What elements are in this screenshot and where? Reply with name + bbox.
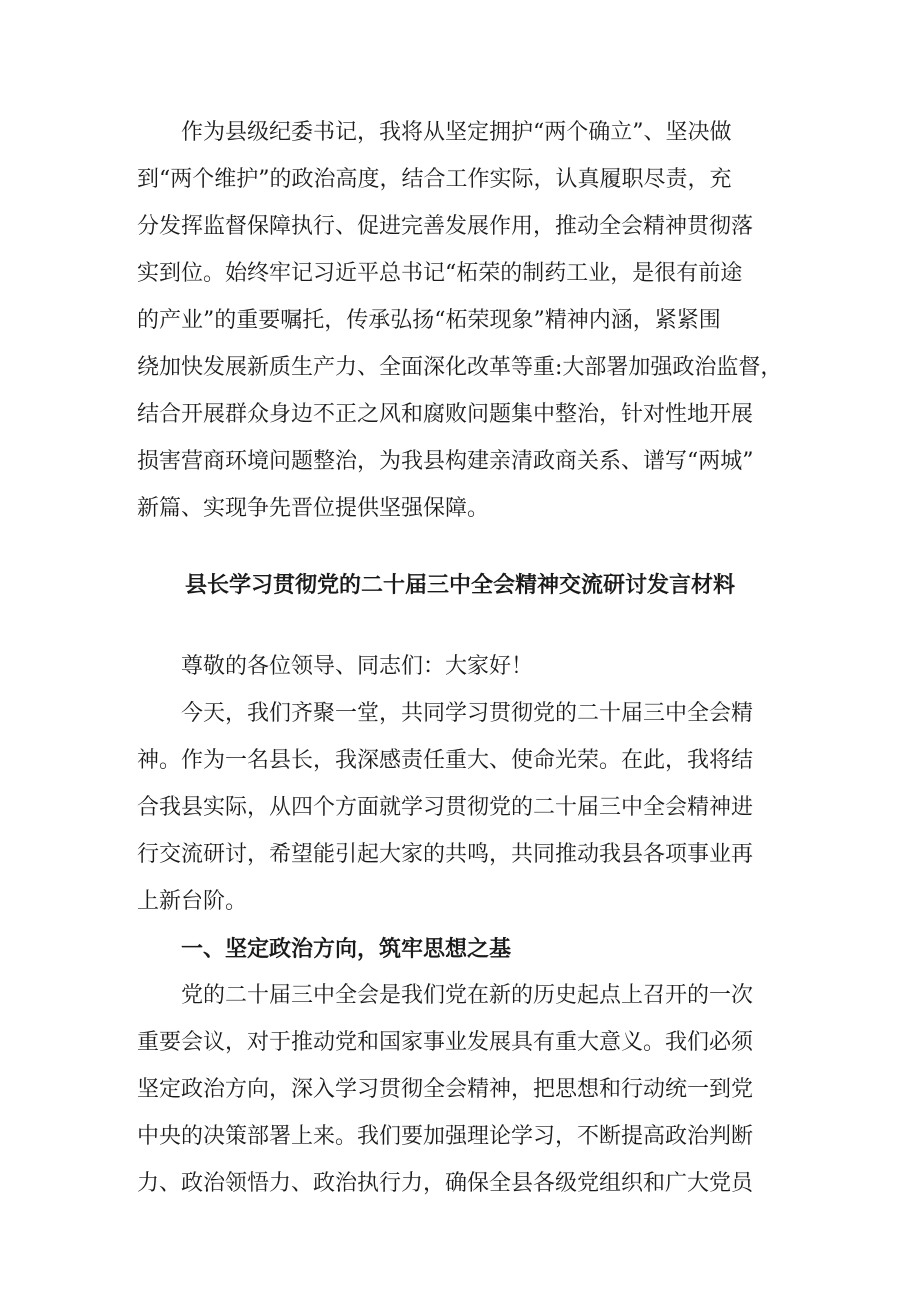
paragraph-line: 党的二十届三中全会是我们党在新的历史起点上召开的一次 bbox=[181, 983, 754, 1008]
paragraph-line: 坚定政治方向，深入学习贯彻全会精神，把思想和行动统一到党 bbox=[137, 1077, 754, 1102]
paragraph-line: 作为县级纪委书记，我将从坚定拥护“两个确立”、坚决做 bbox=[181, 120, 732, 145]
paragraph-line: 重要会议，对于推动党和国家事业发展具有重大意义。我们必须 bbox=[137, 1030, 754, 1055]
greeting: 尊敬的各位领导、同志们：大家好！ bbox=[181, 654, 534, 679]
paragraph-line: 行交流研讨，希望能引起大家的共鸣，共同推动我县各项事业再 bbox=[137, 842, 754, 867]
article-title: 县长学习贯彻党的二十届三中全会精神交流研讨发言材料 bbox=[184, 572, 735, 598]
paragraph-line: 神。作为一名县长，我深感责任重大、使命光荣。在此，我将结 bbox=[137, 748, 754, 773]
paragraph-line: 力、政治领悟力、政治执行力，确保全县各级党组织和广大党员 bbox=[137, 1171, 754, 1196]
paragraph-line: 新篇、实现争先晋位提供坚强保障。 bbox=[137, 496, 490, 521]
paragraph-line: 的产业”的重要嘱托，传承弘扬“柘荣现象”精神内涵，紧紧围 bbox=[137, 308, 721, 333]
section-heading: 一、坚定政治方向，筑牢思想之基 bbox=[181, 936, 512, 962]
paragraph-line: 上新台阶。 bbox=[137, 889, 248, 914]
paragraph-line: 结合开展群众身边不正之风和腐败问题集中整治，针对性地开展 bbox=[137, 402, 754, 427]
paragraph-line: 损害营商环境问题整治，为我县构建亲清政商关系、谱写“两城” bbox=[137, 449, 754, 474]
paragraph-line: 分发挥监督保障执行、促进完善发展作用，推动全会精神贯彻落 bbox=[137, 214, 754, 239]
paragraph-line: 实到位。始终牢记习近平总书记“柘荣的制药工业，是很有前途 bbox=[137, 261, 743, 286]
paragraph-line: 中央的决策部署上来。我们要加强理论学习，不断提高政治判断 bbox=[137, 1124, 754, 1149]
paragraph-line: 今天，我们齐聚一堂，共同学习贯彻党的二十届三中全会精 bbox=[181, 701, 754, 726]
paragraph-line: 到“两个维护”的政治高度，结合工作实际，认真履职尽责，充 bbox=[137, 167, 732, 192]
paragraph-line: 合我县实际，从四个方面就学习贯彻党的二十届三中全会精神进 bbox=[137, 795, 754, 820]
paragraph-line: 绕加快发展新质生产力、全面深化改革等重:大部署加强政治监督， bbox=[137, 355, 783, 380]
